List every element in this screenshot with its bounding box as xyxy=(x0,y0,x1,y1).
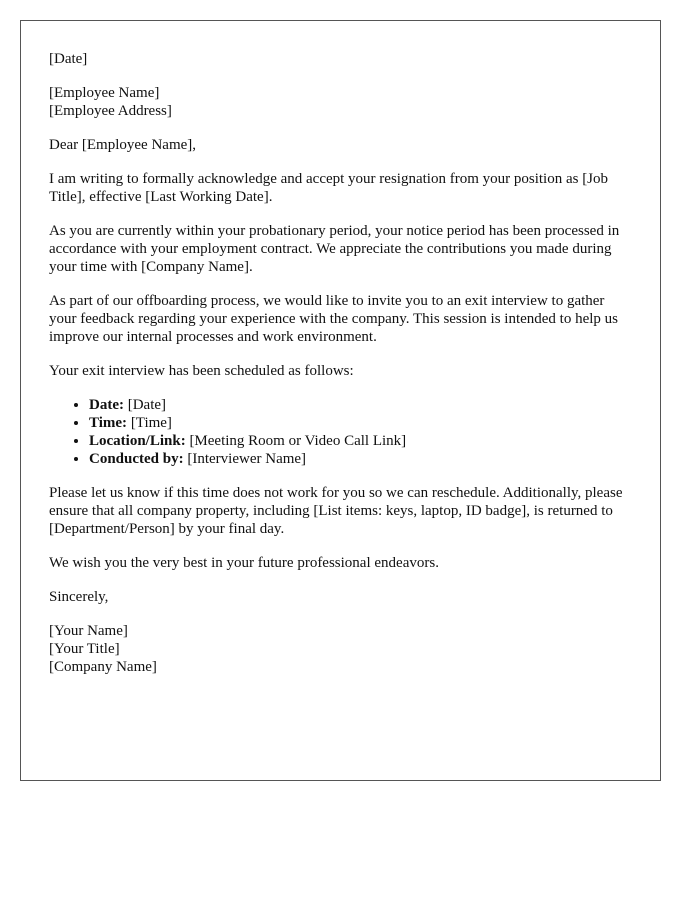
signature-name: [Your Name] xyxy=(49,623,128,639)
schedule-item-location xyxy=(89,432,632,450)
schedule-value: [Interviewer Name] xyxy=(183,451,307,467)
paragraph-schedule-intro: Your exit interview has been scheduled as follows: xyxy=(49,363,354,379)
paragraph-probation: As you are currently within your probationary period, your notice period has been processed in accordance with your employment contract. We appreciate the contributions you made during your time with [Company Name]. xyxy=(49,223,620,275)
salutation: Dear [Employee Name], xyxy=(49,137,197,153)
schedule-list xyxy=(49,396,632,468)
schedule-value: [Meeting Room or Video Call Link] xyxy=(185,433,407,449)
recipient-block xyxy=(49,84,632,120)
paragraph-acknowledgement: I am writing to formally acknowledge and accept your resignation from your position as [Job Title], effective [Last Working Date]. xyxy=(49,171,609,205)
schedule-label: Location/Link: xyxy=(89,433,186,449)
recipient-address: [Employee Address] xyxy=(49,103,172,119)
schedule-label: Conducted by: xyxy=(89,451,184,467)
schedule-item-conducted-by xyxy=(89,450,632,468)
paragraph-exit-interview: As part of our offboarding process, we would like to invite you to an exit interview to gather your feedback regarding your experience with the company. This session is intended to help us improve our internal processes and work environment. xyxy=(49,293,619,345)
paragraph-reschedule: Please let us know if this time does not work for you so we can reschedule. Additionally, please ensure that all company property, including [List items: keys, laptop, ID badge], is returned to [Department/Person] by your final day. xyxy=(49,485,623,537)
paragraph-wishes: We wish you the very best in your future professional endeavors. xyxy=(49,555,439,571)
schedule-value: [Time] xyxy=(127,415,172,431)
schedule-label: Date: xyxy=(89,397,124,413)
schedule-item-time xyxy=(89,414,632,432)
letter xyxy=(20,20,661,781)
signature-company: [Company Name] xyxy=(49,659,157,675)
schedule-item-date xyxy=(89,396,632,414)
signature-title: [Your Title] xyxy=(49,641,120,657)
signature-block xyxy=(49,622,632,676)
schedule-label: Time: xyxy=(89,415,128,431)
date: [Date] xyxy=(49,51,88,67)
schedule-value: [Date] xyxy=(123,397,167,413)
signoff: Sincerely, xyxy=(49,589,109,605)
recipient-name: [Employee Name] xyxy=(49,85,160,101)
